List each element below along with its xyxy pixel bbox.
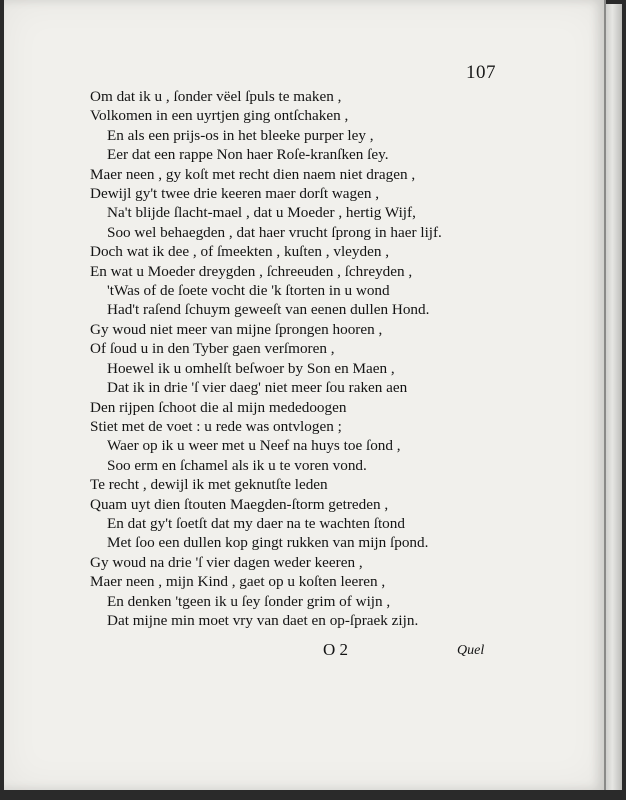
poem-line: En wat u Moeder dreygden , ſchreeuden , ſchreyden , (90, 262, 413, 280)
book-page (4, 0, 606, 790)
poem-line: Hoewel ik u omhelſt beſwoer by Son en Maen , (107, 359, 395, 377)
poem-line: Na't blijde ſlacht-mael , dat u Moeder , hertig Wijf, (107, 204, 416, 222)
poem-line: Of ſoud u in den Tyber gaen verſmoren , (90, 340, 335, 358)
signature-mark: O 2 (323, 640, 349, 659)
poem-text (90, 87, 442, 630)
poem-line: Met ſoo een dullen kop gingt rukken van mijn ſpond. (107, 534, 429, 552)
show-through-text (454, 85, 604, 705)
poem-line: Eer dat een rappe Non haer Roſe-kranſken ſey. (107, 146, 389, 164)
poem-line: Soo wel behaegden , dat haer vrucht ſprong in haer lijf. (107, 223, 442, 241)
poem-line: Maer neen , mijn Kind , gaet op u koſten leeren , (90, 573, 386, 591)
poem-line: Dat ik in drie 'ſ vier daeg' niet meer ſou raken aen (107, 379, 408, 397)
poem-line: Dat mijne min moet vry van daet en op-ſpraek zijn. (107, 611, 419, 629)
poem-line: En als een prijs-os in het bleeke purper ley , (107, 126, 374, 144)
poem-line: Stiet met de voet : u rede was ontvlogen ; (90, 417, 342, 435)
poem-line: Waer op ik u weer met u Neef na huys toe ſond , (107, 437, 401, 455)
poem-line: Maer neen , gy koſt met recht dien naem niet dragen , (90, 165, 416, 183)
poem-line: Te recht , dewijl ik met geknutſte leden (90, 476, 328, 494)
poem-line: Dewijl gy't twee drie keeren maer dorſt wagen , (90, 185, 380, 203)
poem-line: Om dat ik u , ſonder vëel ſpuls te maken , (90, 88, 342, 105)
poem-line: Soo erm en ſchamel als ik u te voren vond. (107, 456, 367, 474)
poem-line: Den rijpen ſchoot die al mijn mededoogen (90, 398, 347, 416)
poem-line: En denken 'tgeen ik u ſey ſonder grim of wijn , (107, 592, 391, 610)
poem-line: Gy woud na drie 'ſ vier dagen weder keeren , (90, 553, 363, 571)
poem-line: 'tWas of de ſoete vocht die 'k ſtorten in u wond (107, 282, 390, 300)
page-number: 107 (466, 62, 496, 83)
poem-line: Quam uyt dien ſtouten Maegden-ſtorm getreden , (90, 495, 389, 513)
poem-line: Doch wat ik dee , of ſmeekten , kuſten , vleyden , (90, 243, 390, 261)
poem-line: Gy woud niet meer van mijne ſprongen hooren , (90, 320, 383, 338)
poem-line: Volkomen in een uyrtjen ging ontſchaken , (90, 107, 349, 125)
poem-line: En dat gy't ſoetſt dat my daer na te wachten ſtond (107, 514, 405, 532)
page-edge (606, 4, 622, 790)
poem-line: Had't raſend ſchuym geweeſt van eenen dullen Hond. (107, 301, 430, 319)
catchword: Quel (457, 643, 485, 658)
